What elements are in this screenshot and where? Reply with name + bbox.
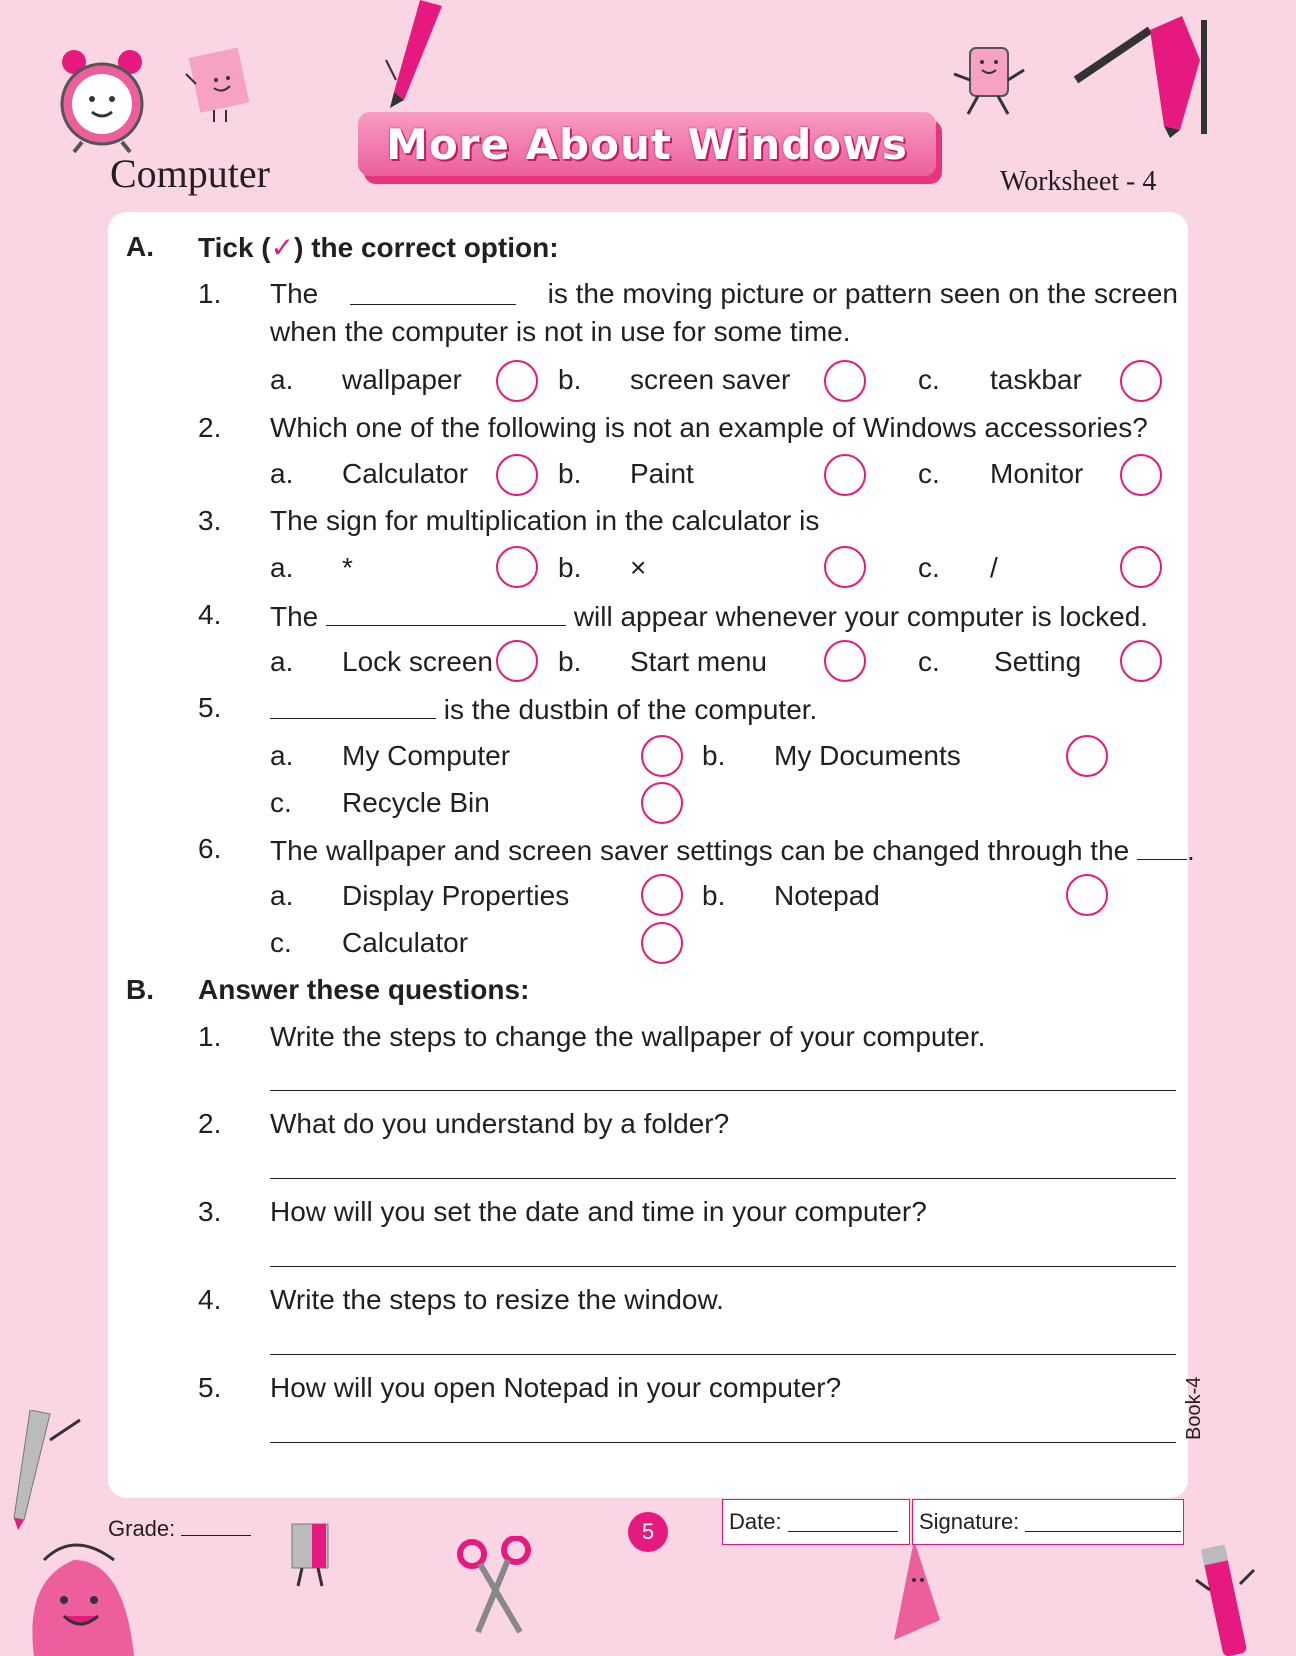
worksheet-title: More About Windows [386, 119, 908, 169]
question-number: 1. [198, 1021, 222, 1052]
option-letter: a. [270, 880, 294, 911]
option-circle[interactable] [496, 454, 538, 496]
question-number: 1. [198, 278, 222, 309]
answer-blank [1137, 833, 1187, 860]
option-letter: c. [918, 364, 940, 395]
answer-line[interactable] [270, 1266, 1176, 1267]
answer-line[interactable] [270, 1442, 1176, 1443]
question-text: Write the steps to change the wallpaper of your computer. [270, 1021, 986, 1052]
question-post: is the moving picture or pattern seen on the screen [547, 278, 1178, 309]
date-label: Date: [729, 1509, 782, 1534]
alarm-clock-icon [52, 44, 152, 154]
question-text [270, 692, 817, 726]
notepad-icon [180, 44, 260, 124]
option-text: / [990, 552, 998, 583]
question-number: 2. [198, 1108, 222, 1139]
crayon-icon [884, 1540, 954, 1650]
option-circle[interactable] [641, 735, 683, 777]
grade-field [108, 1516, 251, 1542]
question-pre: The [270, 278, 319, 309]
option-circle[interactable] [824, 640, 866, 682]
question-number: 4. [198, 599, 222, 630]
question-text: Write the steps to resize the window. [270, 1284, 724, 1315]
option-text: Start menu [630, 646, 767, 677]
option-text: Display Properties [342, 880, 570, 911]
answer-blank [270, 692, 436, 719]
question-text [270, 599, 1148, 633]
question-text: The sign for multiplication in the calculator is [270, 505, 820, 536]
question-text [270, 278, 1178, 310]
option-circle[interactable] [824, 360, 866, 402]
option-text: taskbar [990, 364, 1082, 395]
option-circle[interactable] [1066, 874, 1108, 916]
option-text: Paint [630, 458, 694, 489]
option-circle[interactable] [824, 546, 866, 588]
option-text: Lock screen [342, 646, 493, 677]
worksheet-number: Worksheet - 4 [1000, 166, 1157, 197]
tick-icon: ✓ [270, 231, 295, 264]
question-number: 3. [198, 505, 222, 536]
option-letter: b. [702, 740, 726, 771]
section-a-letter: A. [126, 231, 154, 262]
sharpener-icon [284, 1520, 344, 1590]
signature-box [912, 1499, 1184, 1545]
question-number: 4. [198, 1284, 222, 1315]
answer-line[interactable] [270, 1178, 1176, 1179]
option-circle[interactable] [1066, 735, 1108, 777]
option-text: My Computer [342, 740, 511, 771]
option-circle[interactable] [496, 546, 538, 588]
question-post: is the dustbin of the computer. [443, 694, 818, 725]
option-circle[interactable] [1120, 454, 1162, 496]
option-text: My Documents [774, 740, 961, 771]
option-letter: b. [702, 880, 726, 911]
section-b-instruction: Answer these questions: [198, 974, 530, 1005]
option-letter: a. [270, 458, 294, 489]
signature-label: Signature: [919, 1509, 1020, 1534]
option-letter: a. [270, 364, 294, 395]
option-circle[interactable] [496, 360, 538, 402]
ruler-icon [10, 1410, 100, 1530]
option-letter: b. [558, 364, 582, 395]
option-letter: b. [558, 458, 582, 489]
question-text: How will you open Notepad in your computer? [270, 1372, 842, 1403]
option-circle[interactable] [641, 782, 683, 824]
option-letter: c. [918, 552, 940, 583]
instruction-pre: Tick ( [198, 232, 271, 263]
question-end: . [1187, 835, 1195, 866]
option-letter: b. [558, 552, 582, 583]
question-text-main: The wallpaper and screen saver settings can be changed through the [270, 835, 1130, 866]
answer-blank [350, 278, 516, 305]
question-text-line2: when the computer is not in use for some time. [270, 316, 851, 347]
question-number: 2. [198, 412, 222, 443]
option-text: Monitor [990, 458, 1084, 489]
option-letter: b. [558, 646, 582, 677]
eraser-icon [948, 40, 1028, 120]
option-letter: c. [918, 458, 940, 489]
ruler-pencil-icon [1070, 10, 1220, 140]
option-letter: c. [918, 646, 940, 677]
option-text: screen saver [630, 364, 791, 395]
title-banner [358, 112, 936, 176]
book-label: Book-4 [1183, 1376, 1205, 1440]
section-a-instruction [198, 231, 559, 264]
question-text [270, 833, 1195, 867]
subject-title: Computer [110, 151, 270, 196]
option-text: × [630, 552, 647, 583]
answer-blank [326, 599, 566, 626]
option-letter: c. [270, 927, 292, 958]
question-post: will appear whenever your computer is locked. [573, 601, 1149, 632]
option-letter: c. [270, 787, 292, 818]
option-text: Calculator [342, 927, 469, 958]
option-letter: a. [270, 740, 294, 771]
question-text: Which one of the following is not an example of Windows accessories? [270, 412, 1148, 443]
section-b-letter: B. [126, 974, 154, 1005]
grade-label: Grade: [108, 1516, 176, 1541]
option-text: Recycle Bin [342, 787, 490, 818]
date-blank[interactable] [788, 1513, 898, 1532]
question-text: What do you understand by a folder? [270, 1108, 730, 1139]
instruction-post: ) the correct option: [294, 232, 559, 263]
question-number: 5. [198, 692, 222, 723]
option-circle[interactable] [1120, 640, 1162, 682]
scissors-icon [456, 1536, 536, 1636]
option-circle[interactable] [496, 640, 538, 682]
question-number: 3. [198, 1196, 222, 1227]
signature-blank[interactable] [1025, 1513, 1181, 1532]
option-letter: a. [270, 646, 294, 677]
option-text: Setting [994, 646, 1082, 677]
option-text: wallpaper [342, 364, 462, 395]
option-text: * [342, 552, 353, 583]
answer-line[interactable] [270, 1354, 1176, 1355]
option-circle[interactable] [641, 922, 683, 964]
answer-line[interactable] [270, 1090, 1176, 1091]
pencil-icon [380, 0, 450, 110]
option-text: Calculator [342, 458, 469, 489]
page-number: 5 [628, 1512, 668, 1552]
option-circle[interactable] [824, 454, 866, 496]
option-circle[interactable] [1120, 546, 1162, 588]
option-text: Notepad [774, 880, 880, 911]
option-circle[interactable] [1120, 360, 1162, 402]
question-number: 6. [198, 833, 222, 864]
date-box [722, 1499, 910, 1545]
option-letter: a. [270, 552, 294, 583]
question-pre: The [270, 601, 319, 632]
pen-icon [1190, 1540, 1260, 1656]
question-number: 5. [198, 1372, 222, 1403]
grade-blank[interactable] [181, 1517, 251, 1536]
question-text: How will you set the date and time in your computer? [270, 1196, 927, 1227]
option-circle[interactable] [641, 874, 683, 916]
